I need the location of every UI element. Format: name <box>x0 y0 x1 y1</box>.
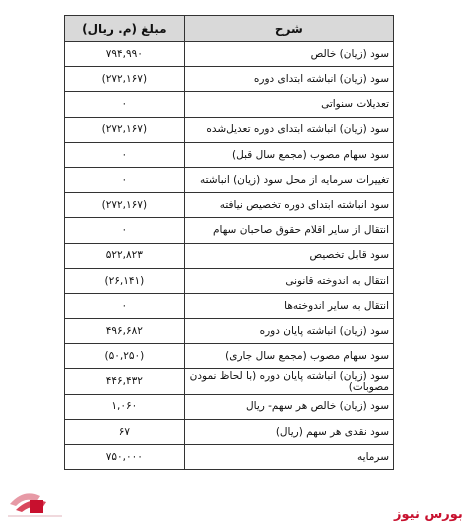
row-amount: (۲۷۲,۱۶۷) <box>65 193 185 218</box>
row-amount: ۷۵۰,۰۰۰ <box>65 445 185 470</box>
table-row <box>65 142 394 167</box>
table-row <box>65 42 394 67</box>
row-amount: ۴۹۶,۶۸۲ <box>65 319 185 344</box>
row-amount: (۲۶,۱۴۱) <box>65 268 185 293</box>
table-row <box>65 218 394 243</box>
row-description: سود (زیان) انباشته ابتدای دوره <box>184 67 393 92</box>
row-amount: (۲۷۲,۱۶۷) <box>65 117 185 142</box>
table-row <box>65 319 394 344</box>
row-amount: ۰ <box>65 293 185 318</box>
bourse-news-logo-icon <box>6 486 64 520</box>
row-description: سود (زیان) خالص هر سهم- ریال <box>184 394 393 419</box>
row-amount: ۴۴۶,۴۳۲ <box>65 369 185 394</box>
row-amount: (۵۰,۲۵۰) <box>65 344 185 369</box>
row-amount: ۶۷ <box>65 419 185 444</box>
row-description: سود سهام مصوب (مجمع سال قبل) <box>184 142 393 167</box>
table-row <box>65 394 394 419</box>
table-row <box>65 243 394 268</box>
row-description: سود قابل تخصیص <box>184 243 393 268</box>
row-description: سرمایه <box>184 445 393 470</box>
row-amount: (۲۷۲,۱۶۷) <box>65 67 185 92</box>
row-amount: ۰ <box>65 92 185 117</box>
table-row <box>65 167 394 192</box>
row-description: سود (زیان) انباشته پایان دوره (با لحاظ نمودن مصوبات) <box>184 369 393 394</box>
row-description: سود نقدی هر سهم (ریال) <box>184 419 393 444</box>
row-amount: ۵۲۲,۸۲۳ <box>65 243 185 268</box>
table-row <box>65 92 394 117</box>
row-description: سود (زیان) انباشته پایان دوره <box>184 319 393 344</box>
table-row <box>65 344 394 369</box>
row-description: سود سهام مصوب (مجمع سال جاری) <box>184 344 393 369</box>
row-description: تعدیلات سنواتی <box>184 92 393 117</box>
table-row <box>65 117 394 142</box>
row-description: سود (زیان) خالص <box>184 42 393 67</box>
profit-distribution-table <box>64 15 394 470</box>
table-row <box>65 293 394 318</box>
table-header-row <box>65 16 394 42</box>
table-row <box>65 369 394 394</box>
watermark-text: بورس نیوز <box>394 507 463 522</box>
header-amount: مبلغ (م. ریال) <box>65 16 185 42</box>
header-description: شرح <box>184 16 393 42</box>
row-amount: ۷۹۴,۹۹۰ <box>65 42 185 67</box>
row-description: انتقال به اندوخته قانونی <box>184 268 393 293</box>
table-row <box>65 268 394 293</box>
table-row <box>65 445 394 470</box>
row-amount: ۱,۰۶۰ <box>65 394 185 419</box>
row-amount: ۰ <box>65 218 185 243</box>
row-amount: ۰ <box>65 167 185 192</box>
table-row <box>65 67 394 92</box>
row-description: سود (زیان) انباشته ابتدای دوره تعدیل‌شده <box>184 117 393 142</box>
table-row <box>65 419 394 444</box>
row-description: انتقال از سایر اقلام حقوق صاحبان سهام <box>184 218 393 243</box>
row-amount: ۰ <box>65 142 185 167</box>
row-description: تغییرات سرمایه از محل سود (زیان) انباشته <box>184 167 393 192</box>
row-description: سود انباشته ابتدای دوره تخصیص نیافته <box>184 193 393 218</box>
row-description: انتقال به سایر اندوخته‌ها <box>184 293 393 318</box>
table-row <box>65 193 394 218</box>
